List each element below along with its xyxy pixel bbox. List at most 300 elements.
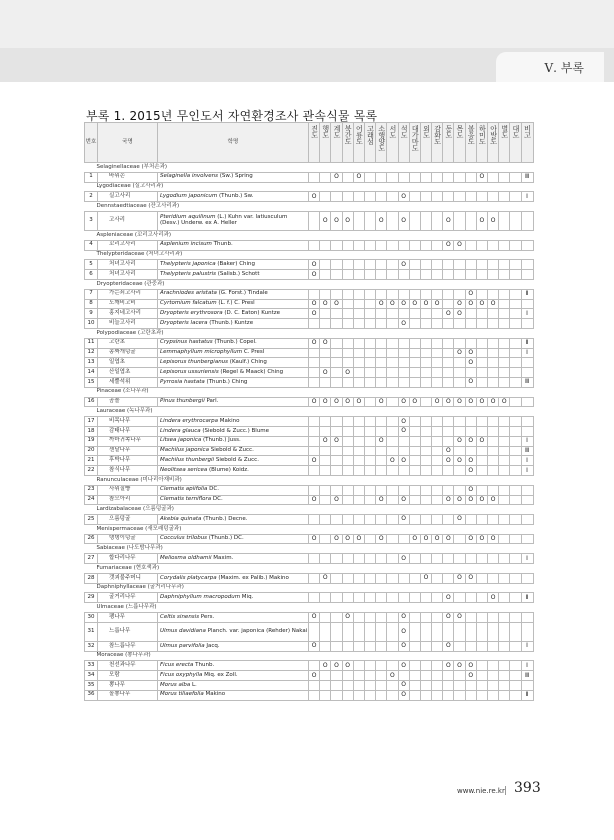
binomial-name: Machilus thunbergii [160,456,215,463]
species-number: 29 [85,593,98,603]
occurrence-mark [510,681,521,691]
occurrence-mark [320,515,331,525]
occurrence-mark [443,299,454,309]
occurrence-mark [309,681,320,691]
species-row [85,348,534,358]
korean-name: 모람 [98,671,158,681]
occurrence-mark: O [443,661,454,671]
occurrence-mark [432,377,443,387]
occurrence-mark [320,681,331,691]
occurrence-mark [309,622,320,641]
note-grade [521,319,533,329]
occurrence-mark [409,192,420,202]
species-number: 24 [85,495,98,505]
occurrence-mark [309,515,320,525]
occurrence-mark [510,358,521,368]
occurrence-mark [342,593,353,603]
occurrence-mark [454,426,465,436]
occurrence-mark [432,240,443,250]
note-grade: Ⅰ [521,436,533,446]
occurrence-mark [499,466,510,476]
occurrence-mark [376,240,387,250]
footer-url: www.nie.re.kr [457,787,505,795]
occurrence-mark [454,671,465,681]
species-row [85,534,534,544]
occurrence-mark: O [432,534,443,544]
occurrence-mark [499,289,510,299]
occurrence-mark [342,260,353,270]
occurrence-mark [320,348,331,358]
occurrence-mark [465,309,476,319]
korean-name: 처녀고사리 [98,260,158,270]
species-number: 2 [85,192,98,202]
author-citation: Jacq. [204,642,220,649]
occurrence-mark [387,593,398,603]
family-name: Dryopteridaceae (관중과) [85,279,534,289]
note-grade: Ⅱ [521,690,533,700]
occurrence-mark [364,456,375,466]
author-citation: Makino [218,417,240,424]
species-row [85,417,534,427]
occurrence-mark [488,426,499,436]
occurrence-mark [454,690,465,700]
occurrence-mark [387,485,398,495]
family-name: Selaginellaceae (부처손과) [85,163,534,173]
occurrence-mark [454,358,465,368]
occurrence-mark [320,417,331,427]
occurrence-mark [331,338,342,348]
occurrence-mark [353,690,364,700]
occurrence-mark [420,641,431,651]
column-header-island: 하미도 [476,123,487,163]
occurrence-mark [364,671,375,681]
occurrence-mark [309,319,320,329]
occurrence-mark [309,593,320,603]
binomial-name: Pyrrosia hastata [160,378,205,385]
occurrence-mark: O [398,397,409,407]
occurrence-mark [443,368,454,378]
occurrence-mark [476,690,487,700]
occurrence-mark: O [398,690,409,700]
occurrence-mark [499,172,510,182]
occurrence-mark [320,192,331,202]
occurrence-mark [409,270,420,280]
korean-name: 참으아리 [98,495,158,505]
occurrence-mark [510,671,521,681]
occurrence-mark: O [342,211,353,230]
occurrence-mark [432,338,443,348]
species-number: 6 [85,270,98,280]
occurrence-mark [510,436,521,446]
scientific-name [158,661,309,671]
occurrence-mark [476,270,487,280]
occurrence-mark [342,466,353,476]
family-name: Fumariaceae (현호색과) [85,564,534,574]
occurrence-mark [309,211,320,230]
species-number: 13 [85,358,98,368]
occurrence-mark [342,681,353,691]
occurrence-mark [309,368,320,378]
occurrence-mark [488,377,499,387]
occurrence-mark [409,309,420,319]
species-row [85,368,534,378]
occurrence-mark [443,358,454,368]
occurrence-mark: O [342,368,353,378]
occurrence-mark [398,671,409,681]
occurrence-mark [488,172,499,182]
occurrence-mark [409,641,420,651]
note-grade: Ⅰ [521,192,533,202]
occurrence-mark [488,309,499,319]
family-name: Dennstaedtiaceae (잔고사리과) [85,202,534,212]
family-name: Pinaceae (소나무과) [85,387,534,397]
occurrence-mark [387,641,398,651]
occurrence-mark [465,613,476,623]
korean-name: 도깨비고비 [98,299,158,309]
occurrence-mark: O [309,299,320,309]
occurrence-mark [499,240,510,250]
occurrence-mark [443,172,454,182]
occurrence-mark [488,446,499,456]
occurrence-mark [398,289,409,299]
occurrence-mark [420,260,431,270]
occurrence-mark: O [331,397,342,407]
species-row [85,319,534,329]
occurrence-mark: O [454,309,465,319]
occurrence-mark: O [443,534,454,544]
binomial-name: Ficus oxyphylla [160,671,203,678]
occurrence-mark [353,319,364,329]
column-header-island: 진도 [309,123,320,163]
author-citation: (Siebold & Zucc.) Blume [200,427,270,434]
occurrence-mark [342,495,353,505]
occurrence-mark [510,534,521,544]
occurrence-mark: O [309,397,320,407]
species-row [85,211,534,230]
occurrence-mark [432,348,443,358]
species-row [85,456,534,466]
occurrence-mark [499,270,510,280]
korean-name: 고란초 [98,338,158,348]
occurrence-mark [364,446,375,456]
occurrence-mark [398,593,409,603]
occurrence-mark [454,417,465,427]
scientific-name [158,641,309,651]
occurrence-mark [510,260,521,270]
occurrence-mark [342,426,353,436]
occurrence-mark [476,593,487,603]
occurrence-mark [409,319,420,329]
occurrence-mark: O [398,554,409,564]
binomial-name: Arachniodes aristata [160,290,217,297]
occurrence-mark: O [465,358,476,368]
occurrence-mark [320,466,331,476]
family-row [85,182,534,192]
author-citation: (Thunb.) DC. [207,535,244,542]
species-number: 27 [85,554,98,564]
occurrence-mark [499,192,510,202]
occurrence-mark [488,240,499,250]
occurrence-mark [420,671,431,681]
author-citation: (Kaulf.) Ching [228,358,267,365]
occurrence-mark [409,289,420,299]
occurrence-mark [353,426,364,436]
binomial-name: Daphniphyllum macropodum [160,594,241,601]
occurrence-mark [320,554,331,564]
occurrence-mark [398,368,409,378]
occurrence-mark [342,554,353,564]
family-row [85,603,534,613]
occurrence-mark [342,417,353,427]
binomial-name: Litsea japonica [160,437,202,444]
family-row [85,250,534,260]
occurrence-mark [331,289,342,299]
note-grade [521,397,533,407]
occurrence-mark [488,613,499,623]
occurrence-mark [454,446,465,456]
author-citation: DC. [211,496,223,503]
note-grade: Ⅰ [521,554,533,564]
occurrence-mark [476,358,487,368]
occurrence-mark [454,368,465,378]
korean-name: 실고사리 [98,192,158,202]
occurrence-mark [387,534,398,544]
occurrence-mark [432,319,443,329]
occurrence-mark: O [331,661,342,671]
occurrence-mark: O [465,397,476,407]
occurrence-mark [476,260,487,270]
occurrence-mark [364,270,375,280]
occurrence-mark [364,554,375,564]
family-row [85,524,534,534]
occurrence-mark: O [454,456,465,466]
occurrence-mark [353,240,364,250]
occurrence-mark [420,368,431,378]
korean-name: 감태나무 [98,426,158,436]
occurrence-mark [409,515,420,525]
occurrence-mark [320,289,331,299]
species-row [85,554,534,564]
species-number: 26 [85,534,98,544]
occurrence-mark [376,270,387,280]
binomial-name: Thelypteris palustris [160,270,216,277]
occurrence-mark [320,495,331,505]
occurrence-mark [488,348,499,358]
occurrence-mark: O [465,661,476,671]
occurrence-mark [488,681,499,691]
column-header-island: 동도 [443,123,454,163]
occurrence-mark: O [331,534,342,544]
occurrence-mark [309,554,320,564]
occurrence-mark: O [443,446,454,456]
binomial-name: Ulmus parvifolia [160,642,205,649]
occurrence-mark [331,456,342,466]
occurrence-mark [488,289,499,299]
occurrence-mark [476,681,487,691]
occurrence-mark [309,466,320,476]
korean-name: 가는쇠고사리 [98,289,158,299]
species-row [85,270,534,280]
occurrence-mark [364,426,375,436]
korean-name: 느릅나무 [98,622,158,641]
occurrence-mark [465,446,476,456]
occurrence-mark [432,495,443,505]
occurrence-mark [443,690,454,700]
occurrence-mark: O [353,172,364,182]
occurrence-mark [309,240,320,250]
occurrence-mark [331,554,342,564]
scientific-name [158,172,309,182]
occurrence-mark [331,192,342,202]
scientific-name [158,348,309,358]
occurrence-mark: O [398,661,409,671]
occurrence-mark: O [342,661,353,671]
occurrence-mark [364,622,375,641]
occurrence-mark [465,319,476,329]
species-row [85,240,534,250]
occurrence-mark: O [309,534,320,544]
scientific-name [158,681,309,691]
occurrence-mark [342,270,353,280]
occurrence-mark [320,172,331,182]
binomial-name: Celtis sinensis [160,613,200,620]
occurrence-mark [443,573,454,583]
column-header-island: 고래섬 [364,123,375,163]
table-header-row [85,123,534,163]
note-grade [521,417,533,427]
occurrence-mark: O [465,573,476,583]
occurrence-mark [320,485,331,495]
column-header-island: 북간도 [342,123,353,163]
occurrence-mark [420,319,431,329]
occurrence-mark [443,319,454,329]
occurrence-mark [353,681,364,691]
occurrence-mark [454,534,465,544]
occurrence-mark [465,338,476,348]
species-row [85,309,534,319]
korean-name: 천선과나무 [98,661,158,671]
occurrence-mark [420,485,431,495]
occurrence-mark [376,593,387,603]
note-grade [521,534,533,544]
occurrence-mark [320,456,331,466]
occurrence-mark [342,690,353,700]
binomial-name: Clematis apiifolia [160,486,208,493]
occurrence-mark [476,377,487,387]
author-citation: (L. f.) C. Presl [216,300,255,307]
occurrence-mark: O [454,299,465,309]
occurrence-mark [443,436,454,446]
occurrence-mark [510,172,521,182]
author-citation: Miq. [240,594,254,601]
occurrence-mark: O [409,299,420,309]
binomial-name: Dryopteris erythrosora [160,310,223,316]
occurrence-mark [387,319,398,329]
occurrence-mark: O [398,211,409,230]
occurrence-mark [499,641,510,651]
occurrence-mark [420,690,431,700]
occurrence-mark: O [465,436,476,446]
occurrence-mark [499,299,510,309]
column-header-note: 비고 [521,123,533,163]
occurrence-mark: O [443,593,454,603]
binomial-name: Crypsinus hastatus [160,339,213,346]
occurrence-mark [387,417,398,427]
occurrence-mark [432,466,443,476]
occurrence-mark [409,613,420,623]
occurrence-mark [331,417,342,427]
family-name: Lygodiaceae (실고사리과) [85,182,534,192]
occurrence-mark [353,554,364,564]
note-grade [521,211,533,230]
occurrence-mark [476,338,487,348]
occurrence-mark: O [465,534,476,544]
column-header-island: 석도 [398,123,409,163]
scientific-name [158,495,309,505]
occurrence-mark [376,446,387,456]
occurrence-mark [398,309,409,319]
note-grade [521,240,533,250]
occurrence-mark [398,485,409,495]
occurrence-mark [476,613,487,623]
occurrence-mark [376,368,387,378]
column-header-island: 아발도 [488,123,499,163]
author-citation: (G. Forst.) Tindale [216,290,268,297]
species-number: 10 [85,319,98,329]
note-grade: Ⅰ [521,466,533,476]
author-citation: (Thunb.) Sw. [217,193,254,200]
species-number: 22 [85,466,98,476]
occurrence-mark: O [342,534,353,544]
occurrence-mark [364,593,375,603]
occurrence-mark [432,681,443,691]
occurrence-mark [420,515,431,525]
korean-name: 세뿔석위 [98,377,158,387]
occurrence-mark [454,641,465,651]
occurrence-mark [353,456,364,466]
occurrence-mark [432,270,443,280]
species-number: 21 [85,456,98,466]
occurrence-mark: O [476,172,487,182]
korean-name: 갯괴불주머니 [98,573,158,583]
column-header-island: 별도 [499,123,510,163]
occurrence-mark: O [465,289,476,299]
occurrence-mark: O [443,495,454,505]
occurrence-mark [331,671,342,681]
occurrence-mark [331,426,342,436]
author-citation: Parl. [204,398,219,405]
occurrence-mark: O [476,397,487,407]
occurrence-mark [409,348,420,358]
document-title: 부록 1. 2015년 무인도서 자연환경조사 관속식물 목록 [86,109,378,123]
occurrence-mark [510,456,521,466]
scientific-name [158,554,309,564]
occurrence-mark [320,613,331,623]
binomial-name: Corydalis platycarpa [160,574,217,581]
occurrence-mark [465,515,476,525]
occurrence-mark [420,270,431,280]
occurrence-mark [376,661,387,671]
binomial-name: Meliosma oldhamii [160,554,212,561]
occurrence-mark [476,446,487,456]
korean-name: 참느릅나무 [98,641,158,651]
occurrence-mark [420,554,431,564]
scientific-name [158,456,309,466]
occurrence-mark [476,515,487,525]
occurrence-mark: O [353,397,364,407]
occurrence-mark [409,681,420,691]
occurrence-mark [510,299,521,309]
